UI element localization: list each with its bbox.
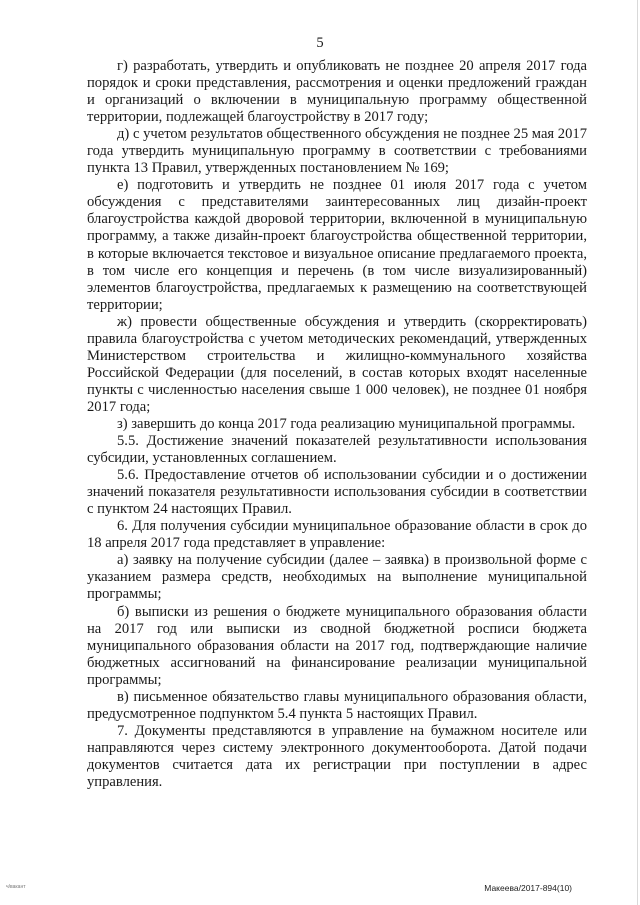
paragraph-zh-improvement-rules: ж) провести общественные обсуждения и утвердить (скорректировать) правила благоустройства с учетом методических рекомендаций, утвержденных Министерством строительства и жилищно-коммунального хозяйства Российской Федерации (для поселений, в состав которых входят населенные пункты с численностью населения свыше 1 000 человек), не позднее 01 ноября 2017 года; <box>87 313 587 415</box>
paragraph-6-submission: 6. Для получения субсидии муниципальное образование области в срок до 18 апреля 2017 года представляет в управление: <box>87 518 587 552</box>
margin-mark: ч/вакант <box>6 884 26 890</box>
paragraph-7-documents: 7. Документы представляются в управление на бумажном носителе или направляются через систему электронного документооборота. Датой подачи документов считается дата их регистрации при поступлении в адрес управления. <box>87 722 587 790</box>
paragraph-z-complete-program: з) завершить до конца 2017 года реализацию муниципальной программы. <box>117 415 576 432</box>
footer-document-code: Макеева/2017-894(10) <box>484 883 572 893</box>
paragraph-5-5-indicators: 5.5. Достижение значений показателей результативности использования субсидии, установленных соглашением. <box>87 433 587 467</box>
page-number: 5 <box>316 35 324 51</box>
paragraph-g-publish-procedure: г) разработать, утвердить и опубликовать не позднее 20 апреля 2017 года порядок и сроки представления, рассмотрения и оценки предложений граждан и организаций о включении в муниципальную программу общественной территории, подлежащей благоустройству в 2017 году; <box>87 58 587 126</box>
paragraph-e-design-project: е) подготовить и утвердить не позднее 01 июля 2017 года с учетом обсуждения с представителями заинтересованных лиц дизайн-проект благоустройства каждой дворовой территории, включенной в муниципальную программу, а также дизайн-проект благоустройства общественной территории, в которые включается текстовое и визуальное описание предлагаемого проекта, в том числе его концепция и перечень (в том числе визуализированный) элементов благоустройства, предлагаемых к размещению на соответствующей территории; <box>87 177 587 313</box>
document-body <box>87 58 587 791</box>
paragraph-5-6-reports: 5.6. Предоставление отчетов об использовании субсидии и о достижении значений показателя результативности использования субсидии в соответствии с пунктом 24 настоящих Правил. <box>87 467 587 518</box>
paragraph-d-approve-program: д) с учетом результатов общественного обсуждения не позднее 25 мая 2017 года утвердить муниципальную программу в соответствии с требованиями пункта 13 Правил, утвержденных постановлением № 169; <box>87 126 587 177</box>
scan-edge-line <box>637 0 638 905</box>
paragraph-b-budget-extracts: б) выписки из решения о бюджете муниципального образования области на 2017 год или выписки из сводной бюджетной росписи бюджета муниципального образования области на 2017 год, подтверждающие наличие бюджетных ассигнований на финансирование реализации муниципальной программы; <box>87 603 587 688</box>
paragraph-a-application: а) заявку на получение субсидии (далее – заявка) в произвольной форме с указанием размера средств, необходимых на выполнение муниципальной программы; <box>87 552 587 603</box>
paragraph-v-written-obligation: в) письменное обязательство главы муниципального образования области, предусмотренное подпунктом 5.4 пункта 5 настоящих Правил. <box>87 688 587 722</box>
